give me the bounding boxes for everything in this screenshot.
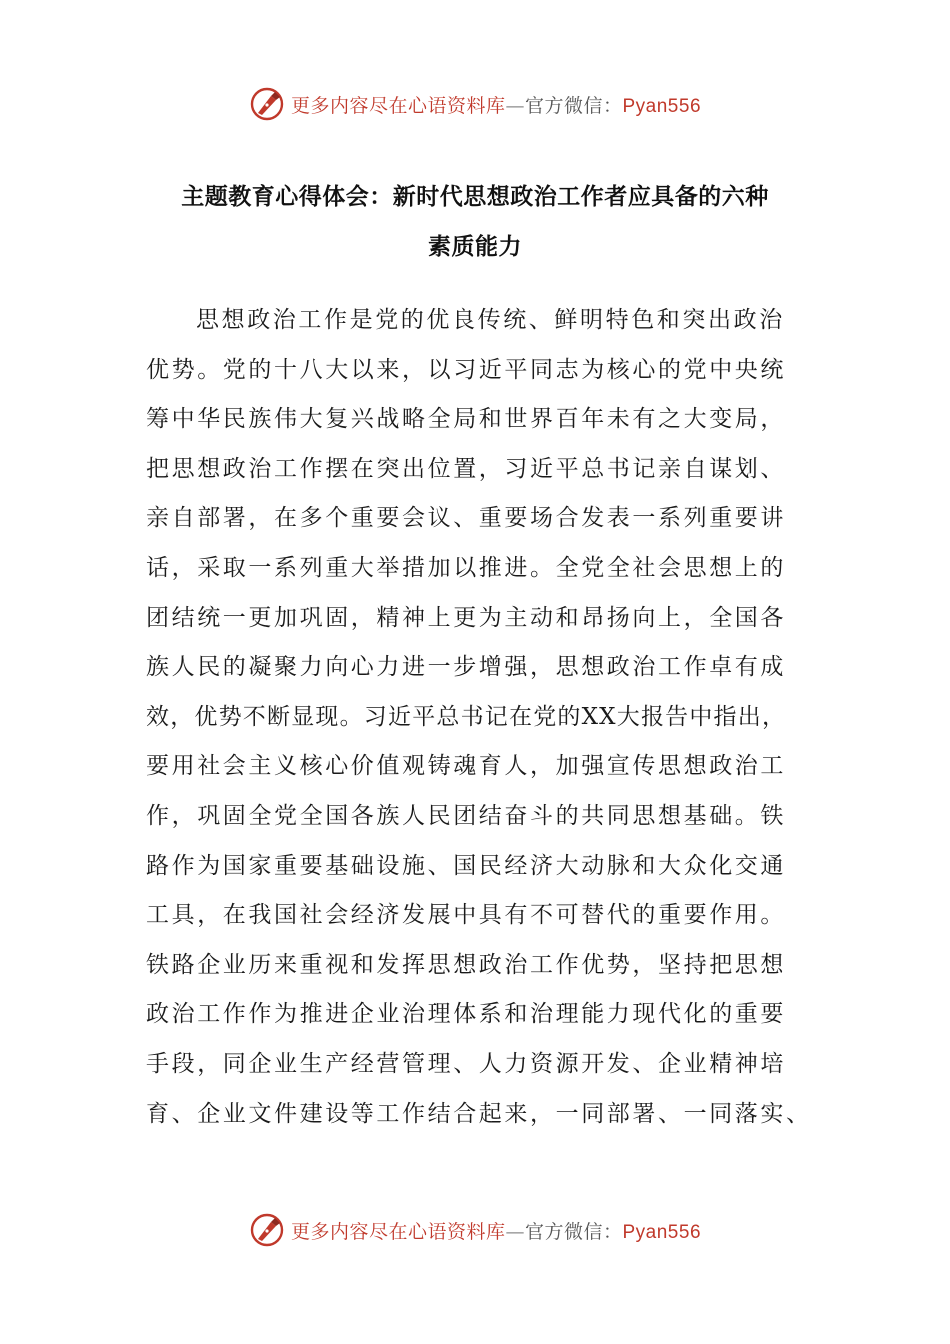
footer-wechat-account: Pyan556: [622, 1221, 702, 1243]
body-line: 优势。党的十八大以来，以习近平同志为核心的党中央统: [146, 356, 786, 383]
body-line: 要用社会主义核心价值观铸魂育人，加强宣传思想政治工: [146, 753, 786, 780]
header-banner: [0, 82, 950, 126]
body-line: 效，优势不断显现。习近平总书记在党的XX大报告中指出，: [146, 703, 787, 730]
body-line: 铁路企业历来重视和发挥思想政治工作优势，坚持把思想: [146, 951, 786, 978]
body-line: 育、企业文件建设等工作结合起来，一同部署、一同落实、: [146, 1100, 812, 1127]
body-line: 族人民的凝聚力向心力进一步增强，思想政治工作卓有成: [146, 654, 786, 681]
pen-nib-logo-icon: [249, 1212, 285, 1248]
footer-wechat-label: 官方微信：: [524, 1220, 623, 1243]
body-line: 团结统一更加巩固，精神上更为主动和昂扬向上，全国各: [146, 604, 786, 631]
body-line: 手段，同企业生产经营管理、人力资源开发、企业精神培: [146, 1050, 786, 1077]
title-line: 素质能力: [428, 233, 522, 260]
header-brand: 更多内容尽在心语资料库: [290, 94, 506, 117]
document-body: [146, 296, 816, 1139]
body-line: 作，巩固全党全国各族人民团结奋斗的共同思想基础。铁: [146, 802, 786, 829]
body-line: 思想政治工作是党的优良传统、鲜明特色和突出政治: [196, 307, 785, 333]
title-line: 主题教育心得体会：新时代思想政治工作者应具备的六种: [181, 183, 769, 210]
footer-separator: —: [505, 1220, 525, 1243]
body-line: 话，采取一系列重大举措加以推进。全党全社会思想上的: [146, 554, 786, 581]
footer-brand: 更多内容尽在心语资料库: [290, 1220, 506, 1243]
body-line: 筹中华民族伟大复兴战略全局和世界百年未有之大变局，: [146, 406, 786, 433]
document-title: [140, 172, 810, 272]
footer-banner-text: [291, 1217, 701, 1244]
body-line: 亲自部署，在多个重要会议、重要场合发表一系列重要讲: [146, 505, 786, 532]
body-line: 政治工作作为推进企业治理体系和治理能力现代化的重要: [146, 1001, 786, 1028]
body-line: 工具，在我国社会经济发展中具有不可替代的重要作用。: [146, 902, 786, 929]
header-wechat-account: Pyan556: [622, 95, 702, 117]
pen-nib-logo-icon: [249, 86, 285, 122]
header-banner-text: [291, 91, 701, 118]
header-wechat-label: 官方微信：: [524, 94, 623, 117]
footer-banner: [0, 1208, 950, 1252]
header-separator: —: [505, 94, 525, 117]
body-line: 把思想政治工作摆在突出位置，习近平总书记亲自谋划、: [146, 455, 786, 482]
body-line: 路作为国家重要基础设施、国民经济大动脉和大众化交通: [146, 852, 786, 879]
